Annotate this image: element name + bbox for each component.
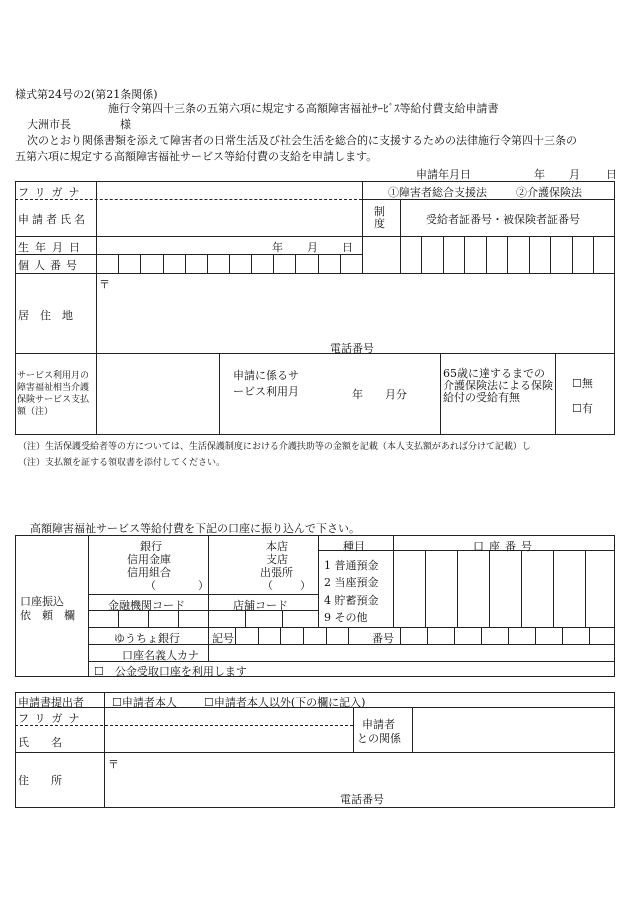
applicant-name-label: 申請者氏名 xyxy=(18,213,88,226)
branch-code-label: 店舗コード xyxy=(233,599,288,612)
bank-table xyxy=(15,535,615,677)
branch-paren-open: （ xyxy=(262,579,273,592)
account-type-savings[interactable]: 4 貯蓄預金 xyxy=(324,594,379,607)
form-number: 様式第24号の2(第21条関係) xyxy=(15,88,158,101)
note-1: （注）生活保護受給者等の方については、生活保護制度における介護扶助等の金額を記載（本人支払額があれば分けて記載）し xyxy=(18,442,531,452)
public-account-checkbox[interactable]: ☐ 公金受取口座を利用します xyxy=(94,665,247,678)
intro-text-line1: 次のとおり関係書類を添えて障害者の日常生活及び社会生活を総合的に支援するための法律施行令第四十三条の xyxy=(27,134,577,147)
intro-text-line2: 五第六項に規定する高額障害福祉サービス等給付費の支給を申請します。 xyxy=(15,150,378,163)
service-year-month: 年 月分 xyxy=(352,388,407,401)
submitter-label: 申請書提出者 xyxy=(18,696,84,709)
birth-year-unit: 年 xyxy=(272,241,283,254)
date-day-unit: 日 xyxy=(606,168,617,181)
submitter-option-self[interactable]: ☐申請者本人 xyxy=(112,696,177,709)
relation-label-2: との関係 xyxy=(357,732,401,745)
birth-month-unit: 月 xyxy=(307,241,318,254)
bank-paren-close: ） xyxy=(198,579,209,592)
submitter-option-other[interactable]: ☐申請者本人以外(下の欄に記入) xyxy=(204,696,366,709)
institution-code-label: 金融機関コード xyxy=(108,599,185,612)
date-year-unit: 年 xyxy=(534,168,545,181)
note-2: （注）支払額を証する領収書を添付してください。 xyxy=(18,458,226,468)
branch-type-main: 本店 xyxy=(266,540,288,553)
birthdate-label: 生年月日 xyxy=(18,241,86,254)
phone-label: 電話番号 xyxy=(330,342,374,355)
bank-paren-open: （ xyxy=(145,579,156,592)
bank-type-kumiai: 信用組合 xyxy=(127,566,171,579)
account-type-ordinary[interactable]: 1 普通預金 xyxy=(324,559,379,572)
account-type-header: 種目 xyxy=(343,540,365,553)
postal-mark: 〒 xyxy=(99,278,110,291)
bank-section-label: 口座振込 xyxy=(20,595,64,608)
yucho-label: ゆうちょ銀行 xyxy=(114,632,180,645)
account-type-other[interactable]: 9 その他 xyxy=(324,611,368,624)
branch-paren-close: ） xyxy=(300,579,311,592)
bank-type-shinkin: 信用金庫 xyxy=(127,553,171,566)
bank-intro: 高額障害福祉サービス等給付費を下記の口座に振り込んで下さい。 xyxy=(30,522,360,535)
cert-number-label: 受給者証番号・被保険者証番号 xyxy=(426,213,580,226)
system-option-care-insurance[interactable]: ②介護保険法 xyxy=(516,186,582,199)
relation-label: 申請者 xyxy=(362,718,395,731)
age65-benefit-label: 65歳に達するまでの介護保険法による保険給付の受給有無 xyxy=(443,367,553,404)
birth-day-unit: 日 xyxy=(342,241,353,254)
applicant-name-input[interactable] xyxy=(98,201,360,235)
bank-section-label-2: 依 頼 欄 xyxy=(20,609,75,622)
submitter-name-label: 氏 名 xyxy=(18,736,62,749)
branch-type-branch: 支店 xyxy=(266,553,288,566)
system-option-welfare[interactable]: ①障害者総合支援法 xyxy=(388,186,487,199)
furigana-label: フリガナ xyxy=(18,186,86,199)
submitter-postal-mark: 〒 xyxy=(108,758,119,771)
addressee: 大洲市長 xyxy=(27,118,71,131)
service-amount-label: サービス利用月の障害福祉相当介護保険サービス支払額（注） xyxy=(17,371,90,417)
holder-kana-label: 口座名義人カナ xyxy=(122,649,199,662)
account-type-current[interactable]: 2 当座預金 xyxy=(324,576,379,589)
option-none-checkbox[interactable]: ☐無 xyxy=(572,377,593,390)
bank-type-bank: 銀行 xyxy=(140,540,162,553)
submitter-address-label: 住 所 xyxy=(18,774,62,787)
submitter-furigana-label: フリガナ xyxy=(18,712,86,725)
option-yes-checkbox[interactable]: ☐有 xyxy=(572,402,593,415)
form-title: 施行令第四十三条の五第六項に規定する高額障害福祉ｻｰﾋﾞｽ等給付費支給申請書 xyxy=(108,102,499,115)
account-number-header: 口座番号 xyxy=(473,540,537,553)
submitter-name-input[interactable] xyxy=(106,727,351,751)
date-month-unit: 月 xyxy=(569,168,580,181)
branch-type-office: 出張所 xyxy=(260,566,293,579)
address-label: 居 住 地 xyxy=(18,309,73,322)
application-date-label: 申請年月日 xyxy=(416,168,471,181)
kigo-label: 記号 xyxy=(212,632,234,645)
service-month-label: 申請に係るサービス利用月 xyxy=(233,369,299,398)
bango-label: 番号 xyxy=(372,632,394,645)
personal-number-label: 個人番号 xyxy=(18,259,82,272)
honorific: 様 xyxy=(120,118,131,131)
system-label: 制度 xyxy=(374,205,385,230)
submitter-phone-label: 電話番号 xyxy=(340,793,384,806)
